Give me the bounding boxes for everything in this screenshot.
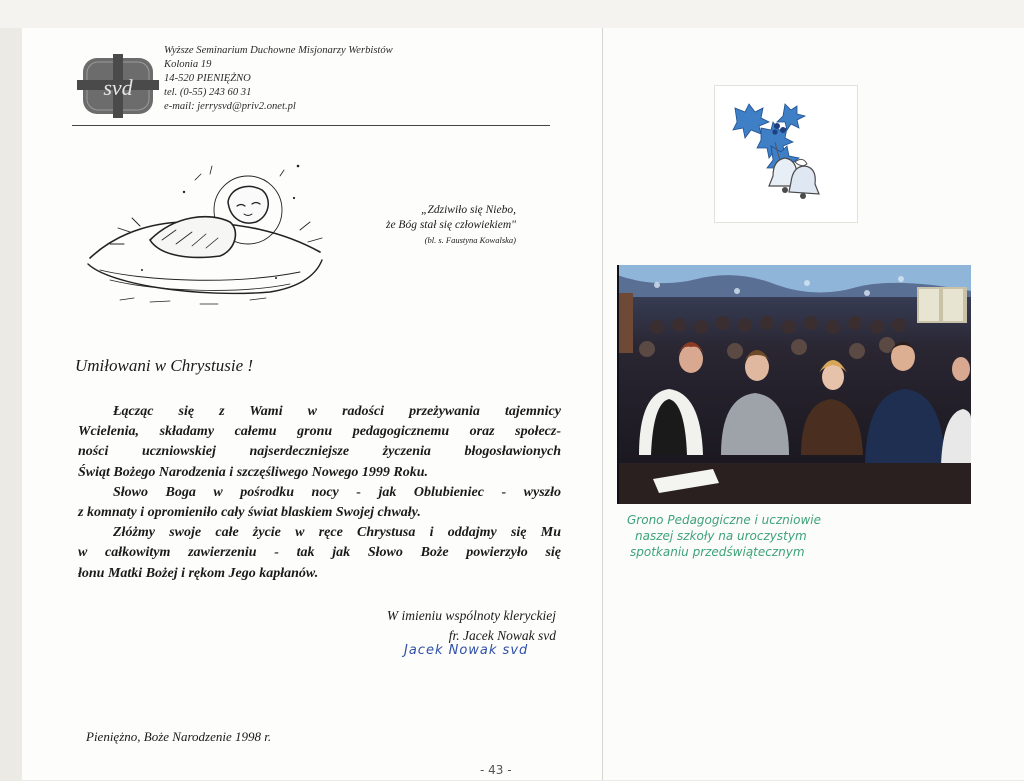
- letterhead-address: [164, 44, 393, 114]
- holly-bells-icon: [715, 86, 857, 222]
- christmas-quote: [330, 203, 516, 247]
- caption-line: naszej szkoły na uroczystym: [635, 529, 807, 543]
- quote-attribution: (bl. s. Faustyna Kowalska): [424, 235, 516, 245]
- letterhead-line: tel. (0-55) 243 60 31: [164, 87, 252, 98]
- letterhead-line: Kolonia 19: [164, 59, 212, 70]
- closing-name: fr. Jacek Nowak svd: [448, 628, 556, 643]
- letter-salutation: Umiłowani w Chrystusie !: [75, 356, 254, 375]
- caption-line: Grono Pedagogiczne i uczniowie: [627, 513, 821, 527]
- assembly-hall-photo: [617, 265, 971, 504]
- quote-line: „Zdziwiło się Niebo,: [421, 204, 516, 216]
- closing-line: W imieniu wspólnoty kleryckiej: [386, 608, 556, 623]
- quote-line: że Bóg stał się człowiekiem": [385, 219, 516, 231]
- letterhead-line: Wyższe Seminarium Duchowne Misjonarzy Werbistów: [164, 45, 393, 56]
- handwritten-signature: Jacek Nowak svd: [404, 643, 529, 658]
- body-line: Wcielenia, składamy całemu gronu pedagogicznemu oraz społecz-: [78, 424, 561, 440]
- body-line: Świąt Bożego Narodzenia i szczęśliwego Nowego 1999 Roku.: [78, 464, 429, 480]
- body-line: łonu Matki Bożej i rękom Jego kapłanów.: [78, 565, 319, 581]
- body-line: z komnaty i opromieniło cały świat blaskiem Swojej chwały.: [78, 505, 421, 521]
- body-line: Słowo Boga w pośrodku nocy - jak Oblubieniec - wyszło: [113, 484, 561, 500]
- body-line: Łącząc się z Wami w radości przeżywania tajemnicy: [113, 404, 561, 419]
- group-photograph: [617, 265, 971, 504]
- photo-caption-handwritten: [627, 512, 821, 560]
- scan-top-strip: [0, 0, 1024, 28]
- letter-body: [78, 402, 561, 584]
- body-line: w całkowitym zawierzeniu - tak jak Słowo Boże powierzyło się: [78, 545, 561, 561]
- holly-bells-card: [715, 86, 857, 222]
- page-number: - 43 -: [480, 763, 512, 777]
- letter-closing: [330, 606, 556, 646]
- place-and-date: Pieniężno, Boże Narodzenie 1998 r.: [86, 729, 272, 744]
- letterhead-email: e-mail: jerrysvd@priv2.onet.pl: [164, 101, 296, 112]
- letterhead-line: 14-520 PIENIĘŻNO: [164, 73, 251, 84]
- body-line: Złóżmy swoje całe życie w ręce Chrystusa i oddajmy się Mu: [113, 525, 561, 541]
- body-line: ności uczniowskiej najserdeczniejsze życzenia błogosławionych: [78, 444, 561, 460]
- letterhead-divider: [72, 125, 550, 126]
- seminary-logo: [77, 54, 159, 118]
- nativity-sketch-illustration: [80, 160, 330, 308]
- svg-text:svd: svd: [103, 75, 133, 100]
- caption-line: spotkaniu przedświątecznym: [630, 545, 805, 559]
